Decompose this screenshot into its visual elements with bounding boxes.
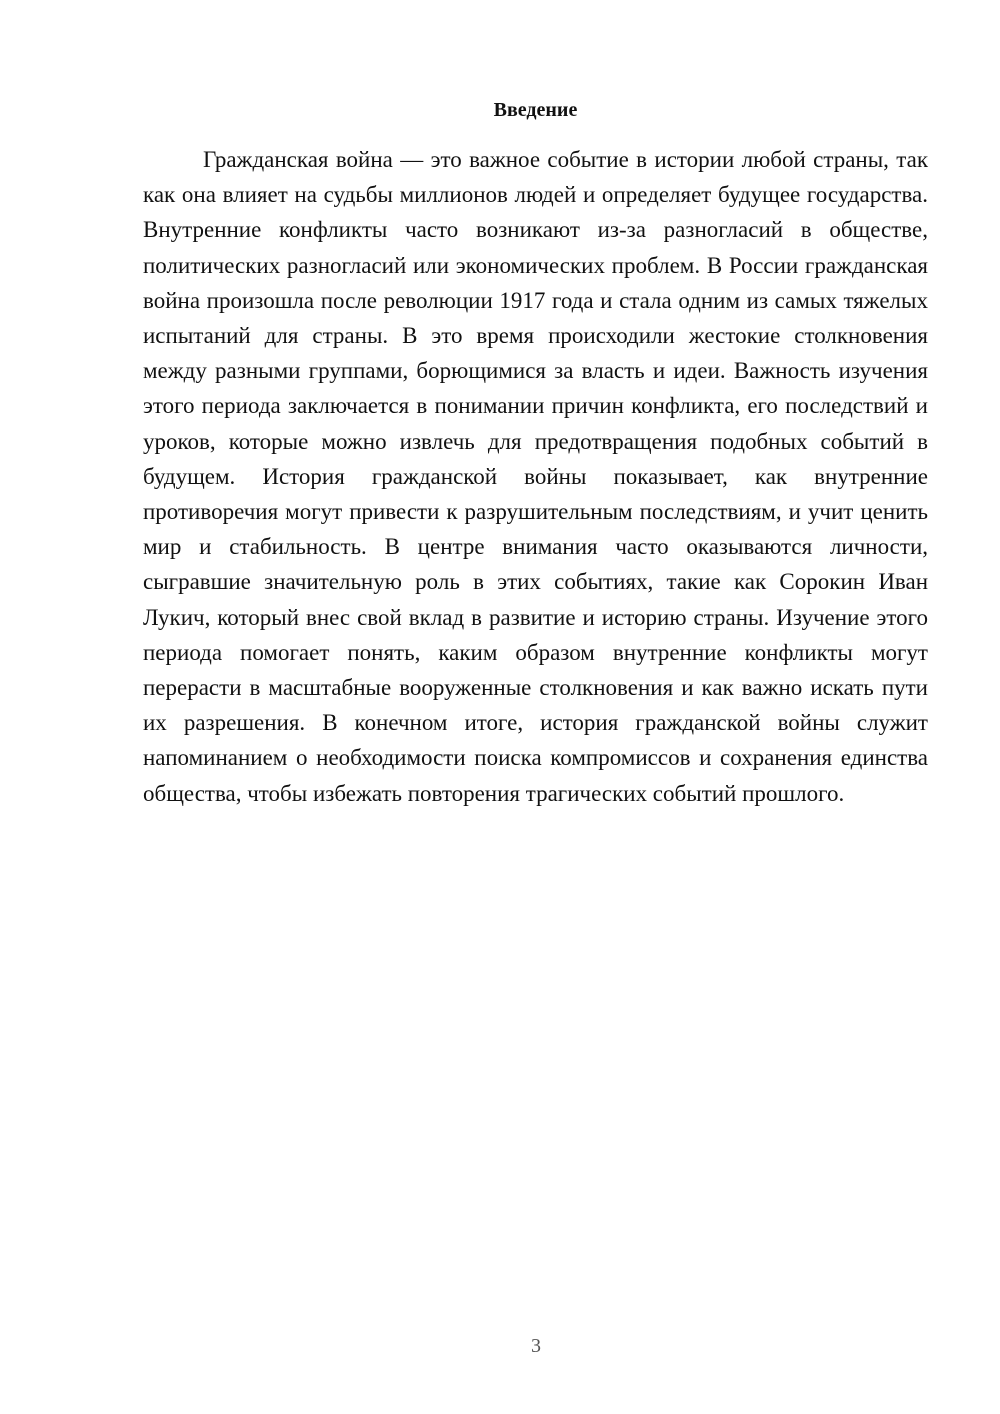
page-number: 3 [531,1335,541,1357]
body-paragraph: Гражданская война — это важное событие в истории любой страны, так как она влияет на судьбы миллионов людей и определяет будущее государства. Внутренние конфликты часто возникают из-за разногласий в обществе, политических разногласий или экономических проблем. В России гражданская война произошла после революции 1917 года и стала одним из самых тяжелых испытаний для страны. В это время происходили жестокие столкновения между разными группами, борющимися за власть и идеи. Важность изучения этого периода заключается в понимании причин конфликта, его последствий и уроков, которые можно извлечь для предотвращения подобных событий в будущем. История гражданской войны показывает, как внутренние противоречия могут привести к разрушительным последствиям, и учит ценить мир и стабильность. В центре внимания часто оказываются личности, сыгравшие значительную роль в этих событиях, такие как Сорокин Иван Лукич, который внес свой вклад в развитие и историю страны. Изучение этого периода помогает понять, каким образом внутренние конфликты могут перерасти в масштабные вооруженные столкновения и как важно искать пути их разрешения. В конечном итоге, история гражданской войны служит напоминанием о необходимости поиска компромиссов и сохранения единства общества, чтобы избежать повторения трагических событий прошлого. [143,147,928,806]
section-heading: Введение [493,99,578,121]
